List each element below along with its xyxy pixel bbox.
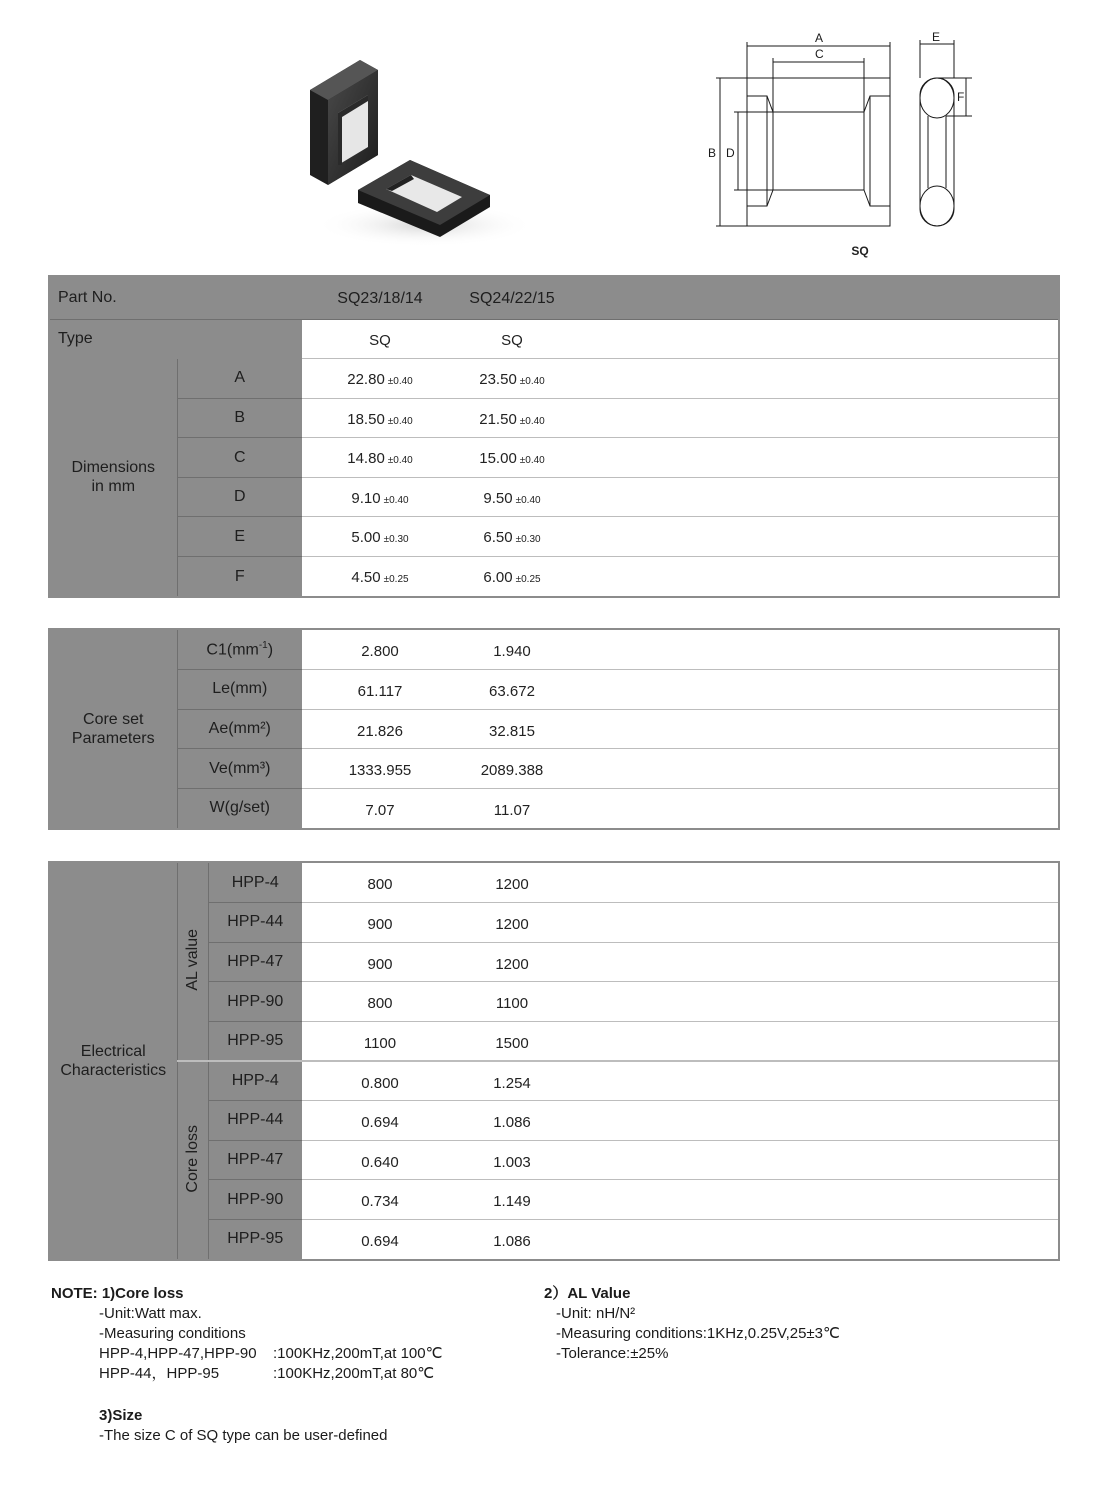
param-key: Ae(mm²) <box>177 709 302 749</box>
note-core-loss-title: NOTE: 1)Core loss <box>51 1285 184 1302</box>
loss-row: 0.800 1.254 <box>302 1061 1058 1101</box>
electrical-table <box>48 861 1060 1261</box>
param-row: 1333.955 2089.388 <box>302 749 1058 789</box>
type-values <box>302 319 1058 359</box>
dim-label-c: C <box>815 47 824 61</box>
note-al-measuring: -Measuring conditions:1KHz,0.25V,25±3℃ <box>556 1325 840 1342</box>
dim-row: 22.80 ±0.40 23.50 ±0.40 <box>302 359 1058 399</box>
dim-key: C <box>177 438 302 478</box>
al-key: HPP-44 <box>208 903 302 943</box>
dimensions-group-label: Dimensions in mm <box>50 359 177 597</box>
dim-label-f: F <box>957 90 965 104</box>
note-al-tolerance: -Tolerance:±25% <box>556 1345 669 1362</box>
note-measuring: -Measuring conditions <box>99 1325 246 1342</box>
core-parameters-group-label: Core set Parameters <box>50 630 177 828</box>
note-size-text: -The size C of SQ type can be user-defined <box>99 1427 388 1444</box>
dim-row: 5.00 ±0.30 6.50 ±0.30 <box>302 517 1058 557</box>
dim-key: E <box>177 517 302 557</box>
param-row: 21.826 32.815 <box>302 709 1058 749</box>
loss-key: HPP-44 <box>208 1101 302 1141</box>
dim-label-d: D <box>726 146 735 160</box>
loss-row: 0.694 1.086 <box>302 1101 1058 1141</box>
dimension-drawing <box>700 28 1000 268</box>
dim-row: 4.50 ±0.25 6.00 ±0.25 <box>302 557 1058 597</box>
type-2: SQ <box>501 331 523 349</box>
part-no-label: Part No. <box>50 277 302 319</box>
part-no-values <box>302 277 1058 319</box>
core-loss-label: Core loss <box>177 1061 208 1259</box>
dim-key: D <box>177 477 302 517</box>
dim-key: F <box>177 557 302 597</box>
dim-key: A <box>177 359 302 399</box>
dim-label-e: E <box>932 30 941 44</box>
param-key: Ve(mm³) <box>177 749 302 789</box>
hero-section <box>0 0 1100 270</box>
type-label: Type <box>50 319 302 359</box>
al-key: HPP-47 <box>208 942 302 982</box>
note-size-title: 3)Size <box>99 1407 143 1424</box>
loss-row: 0.694 1.086 <box>302 1219 1058 1259</box>
param-key: W(g/set) <box>177 788 302 828</box>
product-image <box>290 55 530 255</box>
type-1: SQ <box>369 331 391 349</box>
dim-label-a: A <box>815 31 824 45</box>
dimensions-table <box>48 275 1060 598</box>
dim-row: 9.10 ±0.40 9.50 ±0.40 <box>302 477 1058 517</box>
note-al-unit: -Unit: nH/N² <box>556 1305 636 1322</box>
al-row: 900 1200 <box>302 903 1058 943</box>
part-no-1: SQ23/18/14 <box>337 290 423 307</box>
loss-key: HPP-4 <box>208 1061 302 1101</box>
electrical-group-label: Electrical Characteristics <box>50 863 177 1259</box>
dim-label-b: B <box>708 146 717 160</box>
al-row: 1100 1500 <box>302 1021 1058 1061</box>
diagram-caption: SQ <box>851 244 869 258</box>
loss-row: 0.734 1.149 <box>302 1180 1058 1220</box>
param-key: $C1(mm^{-1})$ <box>177 630 302 670</box>
al-row: 800 1100 <box>302 982 1058 1022</box>
al-key: HPP-90 <box>208 982 302 1022</box>
loss-key: HPP-47 <box>208 1140 302 1180</box>
al-key: HPP-95 <box>208 1021 302 1061</box>
param-row: 2.800 1.940 <box>302 630 1058 670</box>
note-unit: -Unit:Watt max. <box>99 1305 202 1322</box>
param-row: 7.07 11.07 <box>302 788 1058 828</box>
loss-key: HPP-90 <box>208 1180 302 1220</box>
dim-row: 14.80 ±0.40 15.00 ±0.40 <box>302 438 1058 478</box>
al-key: HPP-4 <box>208 863 302 903</box>
note-al-title: 2）AL Value <box>544 1285 631 1302</box>
dim-key: B <box>177 398 302 438</box>
al-value-label: AL value <box>177 863 208 1061</box>
standing-core-icon <box>310 60 378 185</box>
dim-row: 18.50 ±0.40 21.50 ±0.40 <box>302 398 1058 438</box>
param-row: 61.117 63.672 <box>302 670 1058 710</box>
notes-left <box>51 1284 511 1446</box>
param-key: Le(mm) <box>177 670 302 710</box>
notes-right <box>544 1284 964 1364</box>
part-no-2: SQ24/22/15 <box>469 290 555 307</box>
note-condition-2: HPP-44，HPP-95 :100KHz,200mT,at 80℃ <box>99 1365 435 1382</box>
al-row: 900 1200 <box>302 942 1058 982</box>
note-condition-1: HPP-4,HPP-47,HPP-90 :100KHz,200mT,at 100℃ <box>99 1345 443 1362</box>
loss-key: HPP-95 <box>208 1219 302 1259</box>
core-parameters-table <box>48 628 1060 830</box>
loss-row: 0.640 1.003 <box>302 1140 1058 1180</box>
al-row: 800 1200 <box>302 863 1058 903</box>
